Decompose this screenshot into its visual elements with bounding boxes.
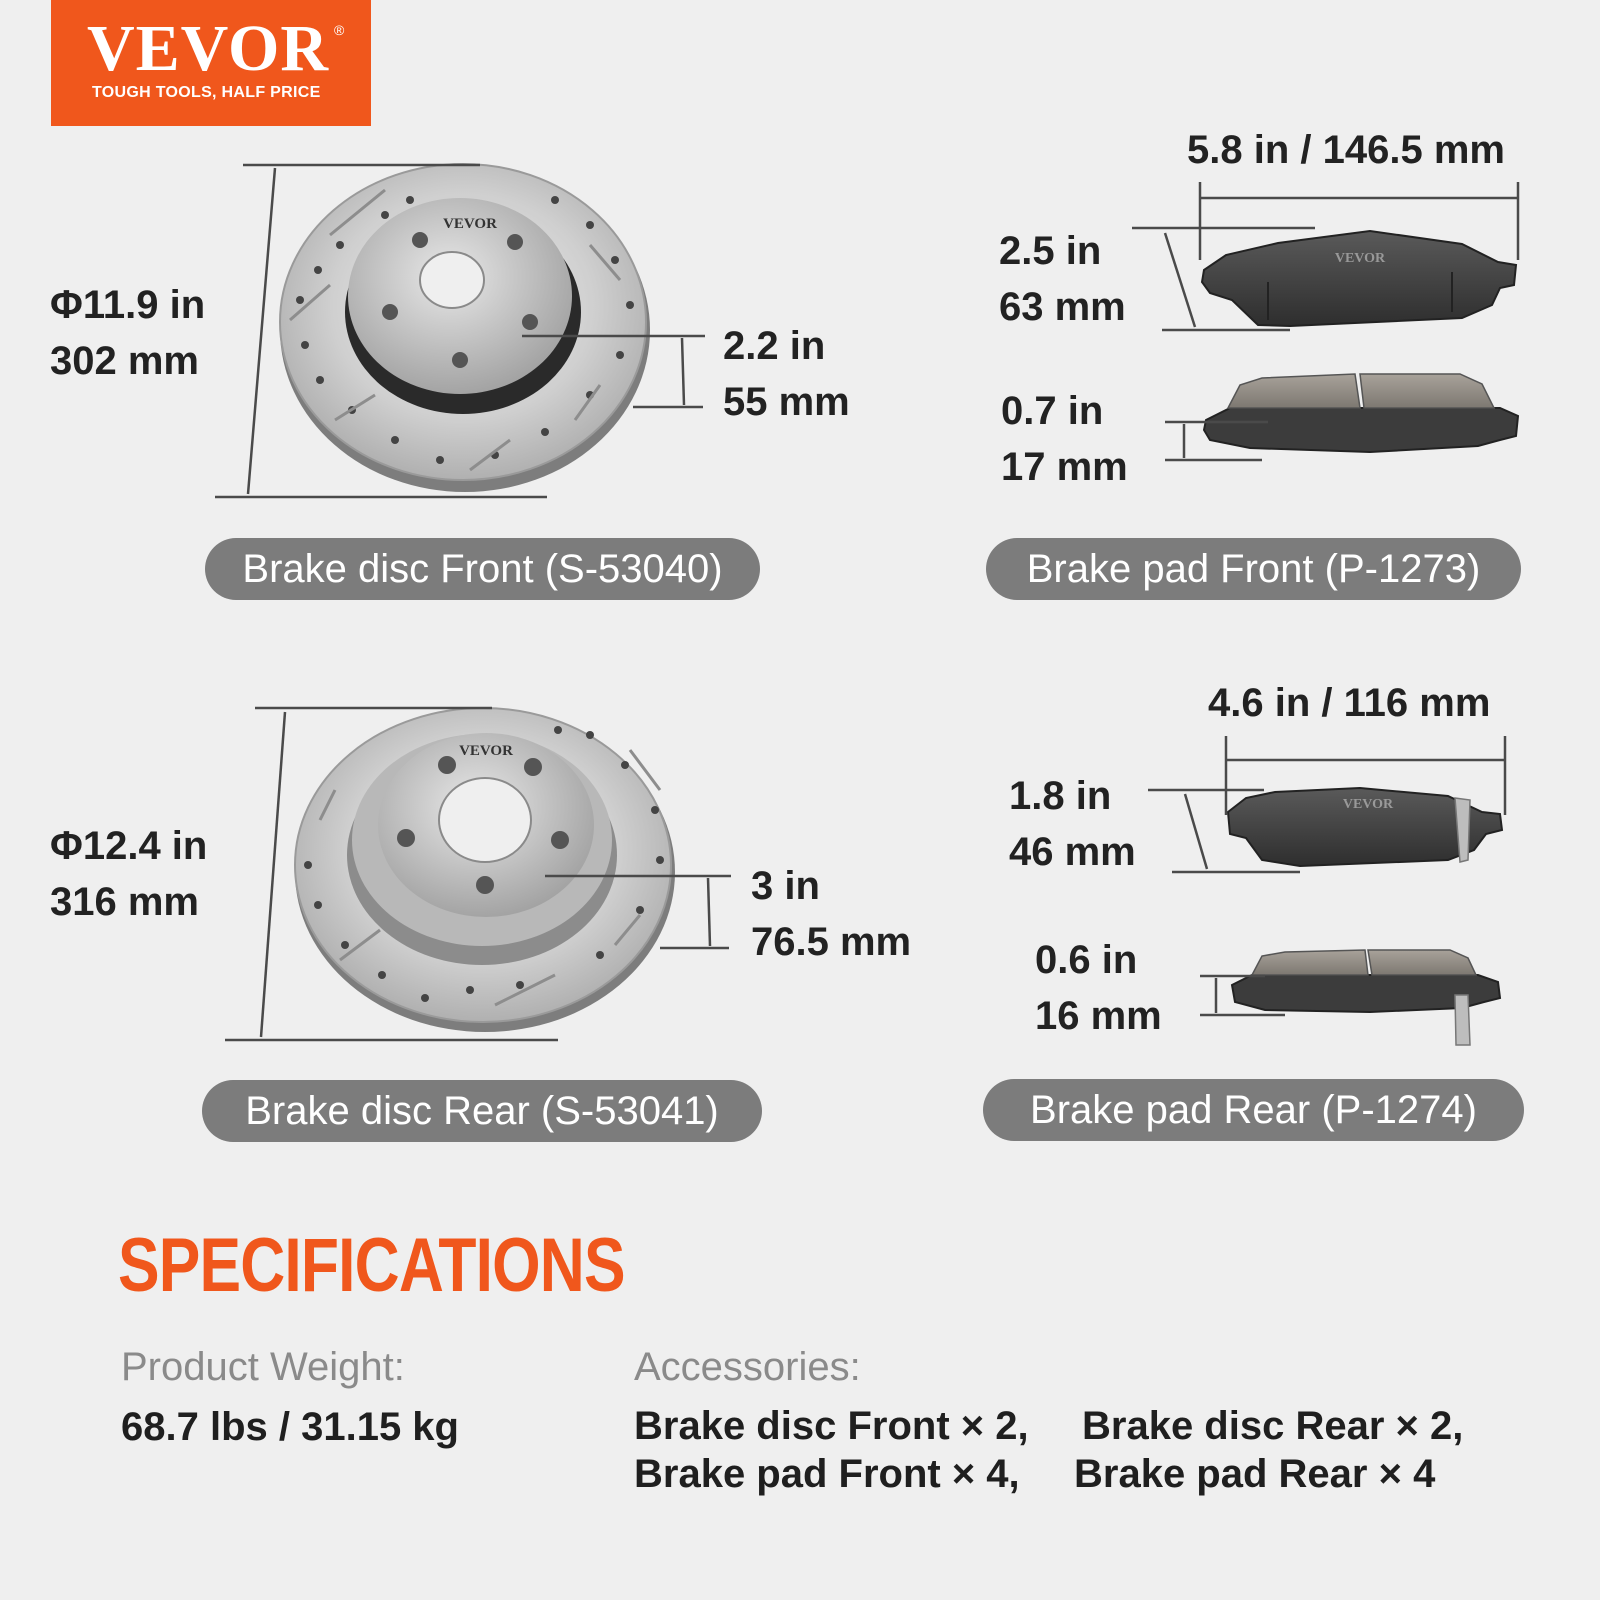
front-disc-diameter-in: Φ11.9 in bbox=[50, 283, 206, 327]
rear-pad-stamp: VEVOR bbox=[1342, 797, 1394, 812]
rear-disc-diameter-mm: 316 mm bbox=[50, 880, 199, 924]
rear-pad-thickness-mm: 16 mm bbox=[1035, 994, 1162, 1038]
logo-registered-mark: ® bbox=[334, 22, 345, 38]
rear-disc-label: Brake disc Rear (S-53041) bbox=[202, 1080, 762, 1142]
rear-pad-width-mm: 46 mm bbox=[1009, 830, 1136, 874]
front-pad-thickness-mm: 17 mm bbox=[1001, 445, 1128, 489]
front-disc-diameter-mm: 302 mm bbox=[50, 339, 199, 383]
product-weight-label: Product Weight: bbox=[121, 1345, 405, 1389]
accessories-label: Accessories: bbox=[634, 1345, 861, 1389]
front-pad-side-view bbox=[1204, 374, 1518, 452]
accessory-item: Brake disc Rear × 2, bbox=[1082, 1404, 1464, 1448]
accessory-item: Brake pad Front × 4, bbox=[634, 1452, 1020, 1496]
rear-disc-height-mm: 76.5 mm bbox=[751, 920, 912, 964]
front-disc-stamp: VEVOR bbox=[443, 216, 497, 232]
rear-disc-height-in: 3 in bbox=[751, 864, 820, 908]
front-pad-length: 5.8 in / 146.5 mm bbox=[1187, 128, 1505, 172]
accessory-item: Brake pad Rear × 4 bbox=[1074, 1452, 1436, 1496]
front-pad-thickness-in: 0.7 in bbox=[1001, 389, 1104, 433]
front-disc-height-mm: 55 mm bbox=[723, 380, 850, 424]
front-disc-image bbox=[280, 164, 650, 492]
logo-tagline: TOUGH TOOLS, HALF PRICE bbox=[92, 84, 321, 101]
front-pad-stamp: VEVOR bbox=[1334, 251, 1386, 266]
logo-wordmark: VEVOR bbox=[87, 12, 330, 85]
rear-pad-length: 4.6 in / 116 mm bbox=[1208, 681, 1491, 725]
rear-pad-width-in: 1.8 in bbox=[1009, 774, 1112, 818]
rear-pad-thickness-in: 0.6 in bbox=[1035, 938, 1138, 982]
front-disc-label: Brake disc Front (S-53040) bbox=[205, 538, 760, 600]
front-pad-top-view bbox=[1202, 231, 1516, 326]
specifications-title: SPECIFICATIONS bbox=[118, 1223, 625, 1308]
front-pad-width-in: 2.5 in bbox=[999, 229, 1102, 273]
front-pad-width-mm: 63 mm bbox=[999, 285, 1126, 329]
accessory-item: Brake disc Front × 2, bbox=[634, 1404, 1029, 1448]
front-pad-label: Brake pad Front (P-1273) bbox=[986, 538, 1521, 600]
front-disc-height-in: 2.2 in bbox=[723, 324, 826, 368]
rear-disc-diameter-in: Φ12.4 in bbox=[50, 824, 208, 868]
rear-disc-stamp: VEVOR bbox=[459, 743, 513, 759]
rear-pad-side-view bbox=[1232, 950, 1500, 1045]
product-weight-value: 68.7 lbs / 31.15 kg bbox=[121, 1405, 459, 1449]
rear-pad-label: Brake pad Rear (P-1274) bbox=[983, 1079, 1524, 1141]
